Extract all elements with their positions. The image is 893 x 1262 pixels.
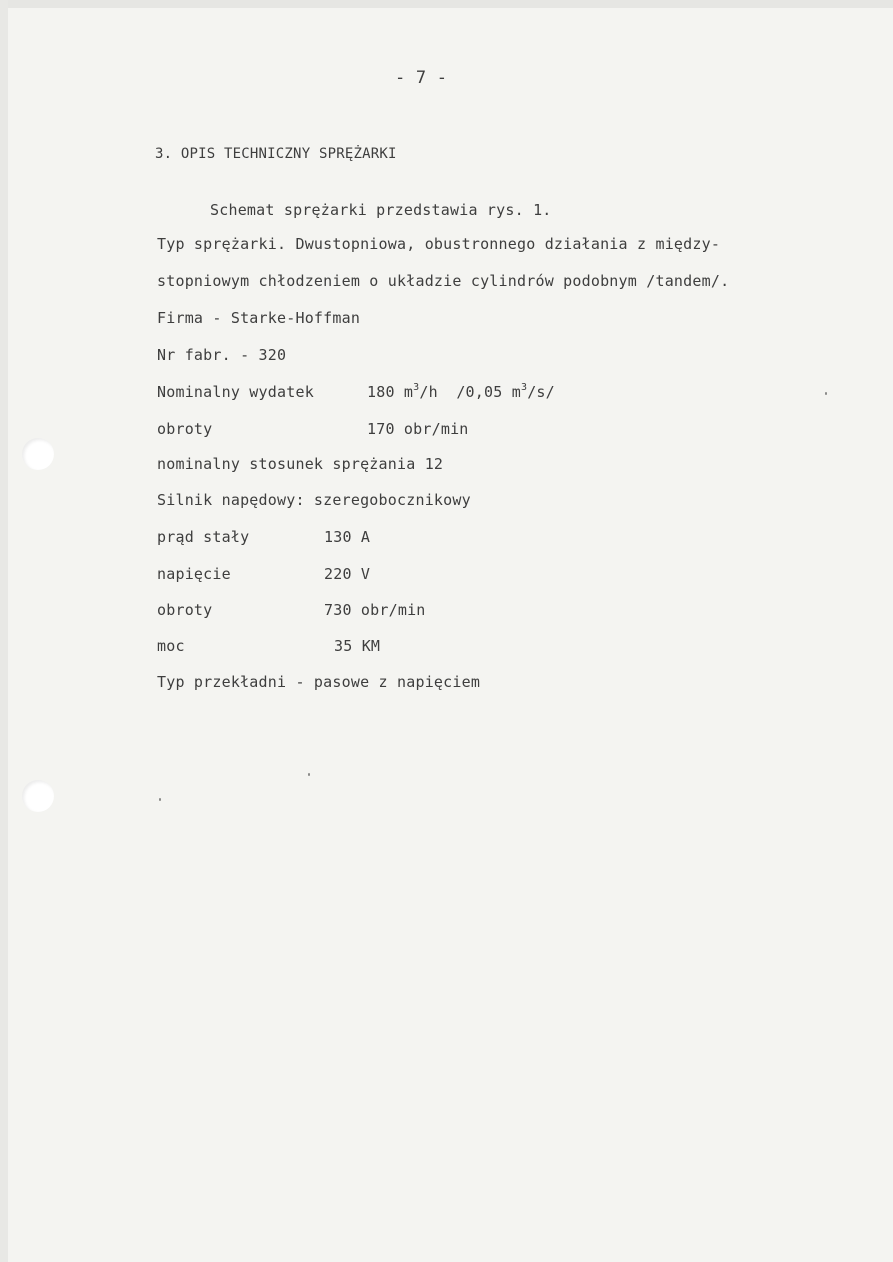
nominal-output-unit-a: /h [419,383,438,401]
motor-spec-label: prąd stały [157,528,250,546]
punch-hole-bottom [22,780,54,812]
nominal-output-unit-b: /s/ [527,383,555,401]
intro-line: Schemat sprężarki przedstawia rys. 1. [210,201,552,219]
nominal-output-value [367,383,555,401]
page-number: - 7 - [395,68,448,88]
sheet-left-edge [0,0,8,1262]
motor-spec-value: 130 A [324,528,371,546]
compressor-rpm-label: obroty [157,420,213,438]
compressor-type-line-2: stopniowym chłodzeniem o układzie cylindrów podobnym /tandem/. [157,272,730,290]
sheet-top-edge [0,0,893,8]
motor-spec-label: moc [157,637,185,655]
motor-spec-value: 35 KM [334,637,381,655]
motor-spec-label: napięcie [157,565,231,583]
nominal-output-value-b: /0,05 m [456,383,521,401]
compression-ratio-line: nominalny stosunek sprężania 12 [157,455,444,473]
section-heading: 3. OPIS TECHNICZNY SPRĘŻARKI [155,146,397,162]
paper-speck [308,773,310,776]
punch-hole-top [22,438,54,470]
motor-spec-label: obroty [157,601,213,619]
motor-spec-value: 730 obr/min [324,601,426,619]
nominal-output-sup-a: 3 [413,382,420,393]
nominal-output-label: Nominalny wydatek [157,383,314,401]
motor-line: Silnik napędowy: szeregobocznikowy [157,491,471,509]
paper-speck [159,798,161,801]
serial-number-line: Nr fabr. - 320 [157,346,287,364]
nominal-output-value-a: 180 m [367,383,414,401]
firm-line: Firma - Starke-Hoffman [157,309,361,327]
motor-spec-value: 220 V [324,565,371,583]
compressor-type-line-1: Typ sprężarki. Dwustopniowa, obustronnego działania z między- [157,235,721,253]
compressor-rpm-value: 170 obr/min [367,420,469,438]
paper-speck [825,392,827,395]
nominal-output-sup-b: 3 [520,382,528,393]
transmission-line: Typ przekładni - pasowe z napięciem [157,673,481,691]
